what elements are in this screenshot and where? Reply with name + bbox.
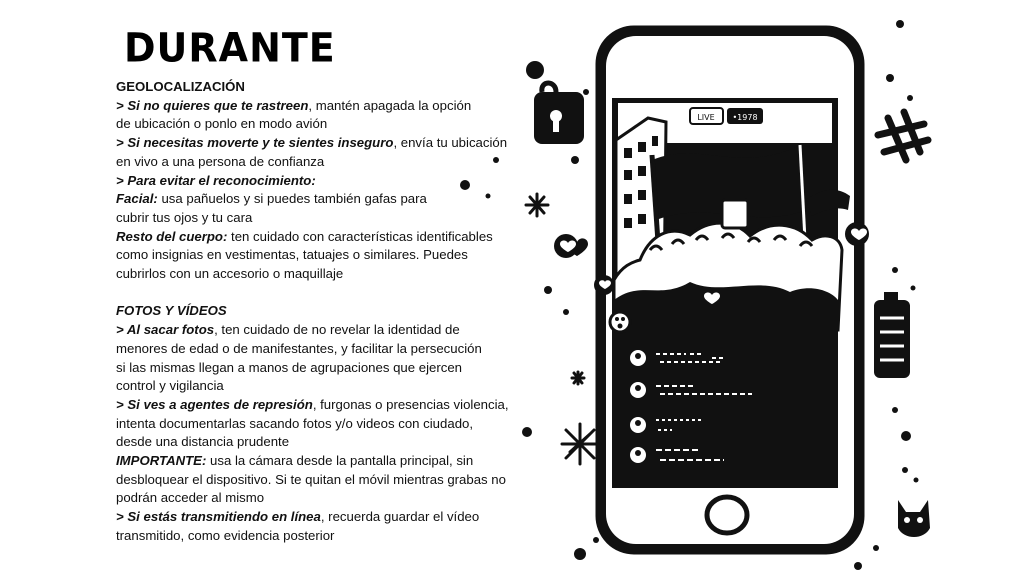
geo-tip-tracking: > Si no quieres que te rastreen, mantén apagada la opción [116,97,472,113]
geo-tip-location-cont: en vivo a una persona de confianza [116,153,325,169]
fotos-tip-photos: > Al sacar fotos, ten cuidado de no revelar la identidad de [116,322,460,338]
hashtag-icon [878,112,928,160]
fotos-tip-agents-cont: intenta documentarlas sacando fotos y/o videos con ciudado, [116,415,474,431]
geo-tip-recognition: > Para evitar el reconocimiento: [116,172,316,188]
cat-mask-icon [898,500,930,537]
padlock-icon [534,83,584,144]
geo-tip-tracking-cont: de ubicación o ponlo en modo avión [116,116,328,132]
fotos-tip-photos-cont2: si las mismas llegan a manos de agrupaciones que ejercen [116,359,462,375]
geo-tip-location: > Si necesitas moverte y te sientes inseguro, envía tu ubicación [116,135,508,151]
fotos-tip-photos-cont3: control y vigilancia [116,378,224,394]
geo-tip-facial-cont: cubrir tus ojos y tu cara [116,209,253,225]
fotos-tip-agents: > Si ves a agentes de represión, furgonas o presencias violencia, [116,396,509,412]
geo-tip-body-cont2: cubrirlos con un accesorio o maquillaje [116,266,344,282]
fotos-tip-agents-cont2: desde una distancia prudente [116,434,290,450]
geo-heading: GEOLOCALIZACIÓN [116,79,245,94]
fotos-tip-important-cont2: podrán acceder al mismo [116,490,265,506]
fotos-tip-photos-cont: menores de edad o de manifestantes, y facilitar la persecución [116,340,482,356]
svg-text:•1978: •1978 [732,113,758,122]
fotos-tip-streaming-cont: transmitido, como evidencia posterior [116,527,335,543]
fotos-tip-streaming: > Si estás transmitiendo en línea, recuerda guardar el vídeo [116,509,480,525]
fotos-heading: FOTOS Y VÍDEOS [116,303,227,319]
fotos-tip-important-cont: desbloquear el dispositivo. Si te quitan el móvil mientras grabas no [116,471,506,487]
spray-can-icon [874,292,910,378]
fotos-tip-important: IMPORTANTE: usa la cámara desde la pantalla principal, sin [116,453,474,469]
page-title: DURANTE [124,24,336,72]
svg-text:LIVE: LIVE [697,113,715,122]
geo-tip-body-cont: como insignias en vestimentas, tatuajes o similares. Puedes [116,247,468,263]
geo-tip-facial: Facial: usa pañuelos y si puedes también gafas para [116,191,427,207]
geo-tip-body: Resto del cuerpo: ten cuidado con características identificables [116,228,493,244]
